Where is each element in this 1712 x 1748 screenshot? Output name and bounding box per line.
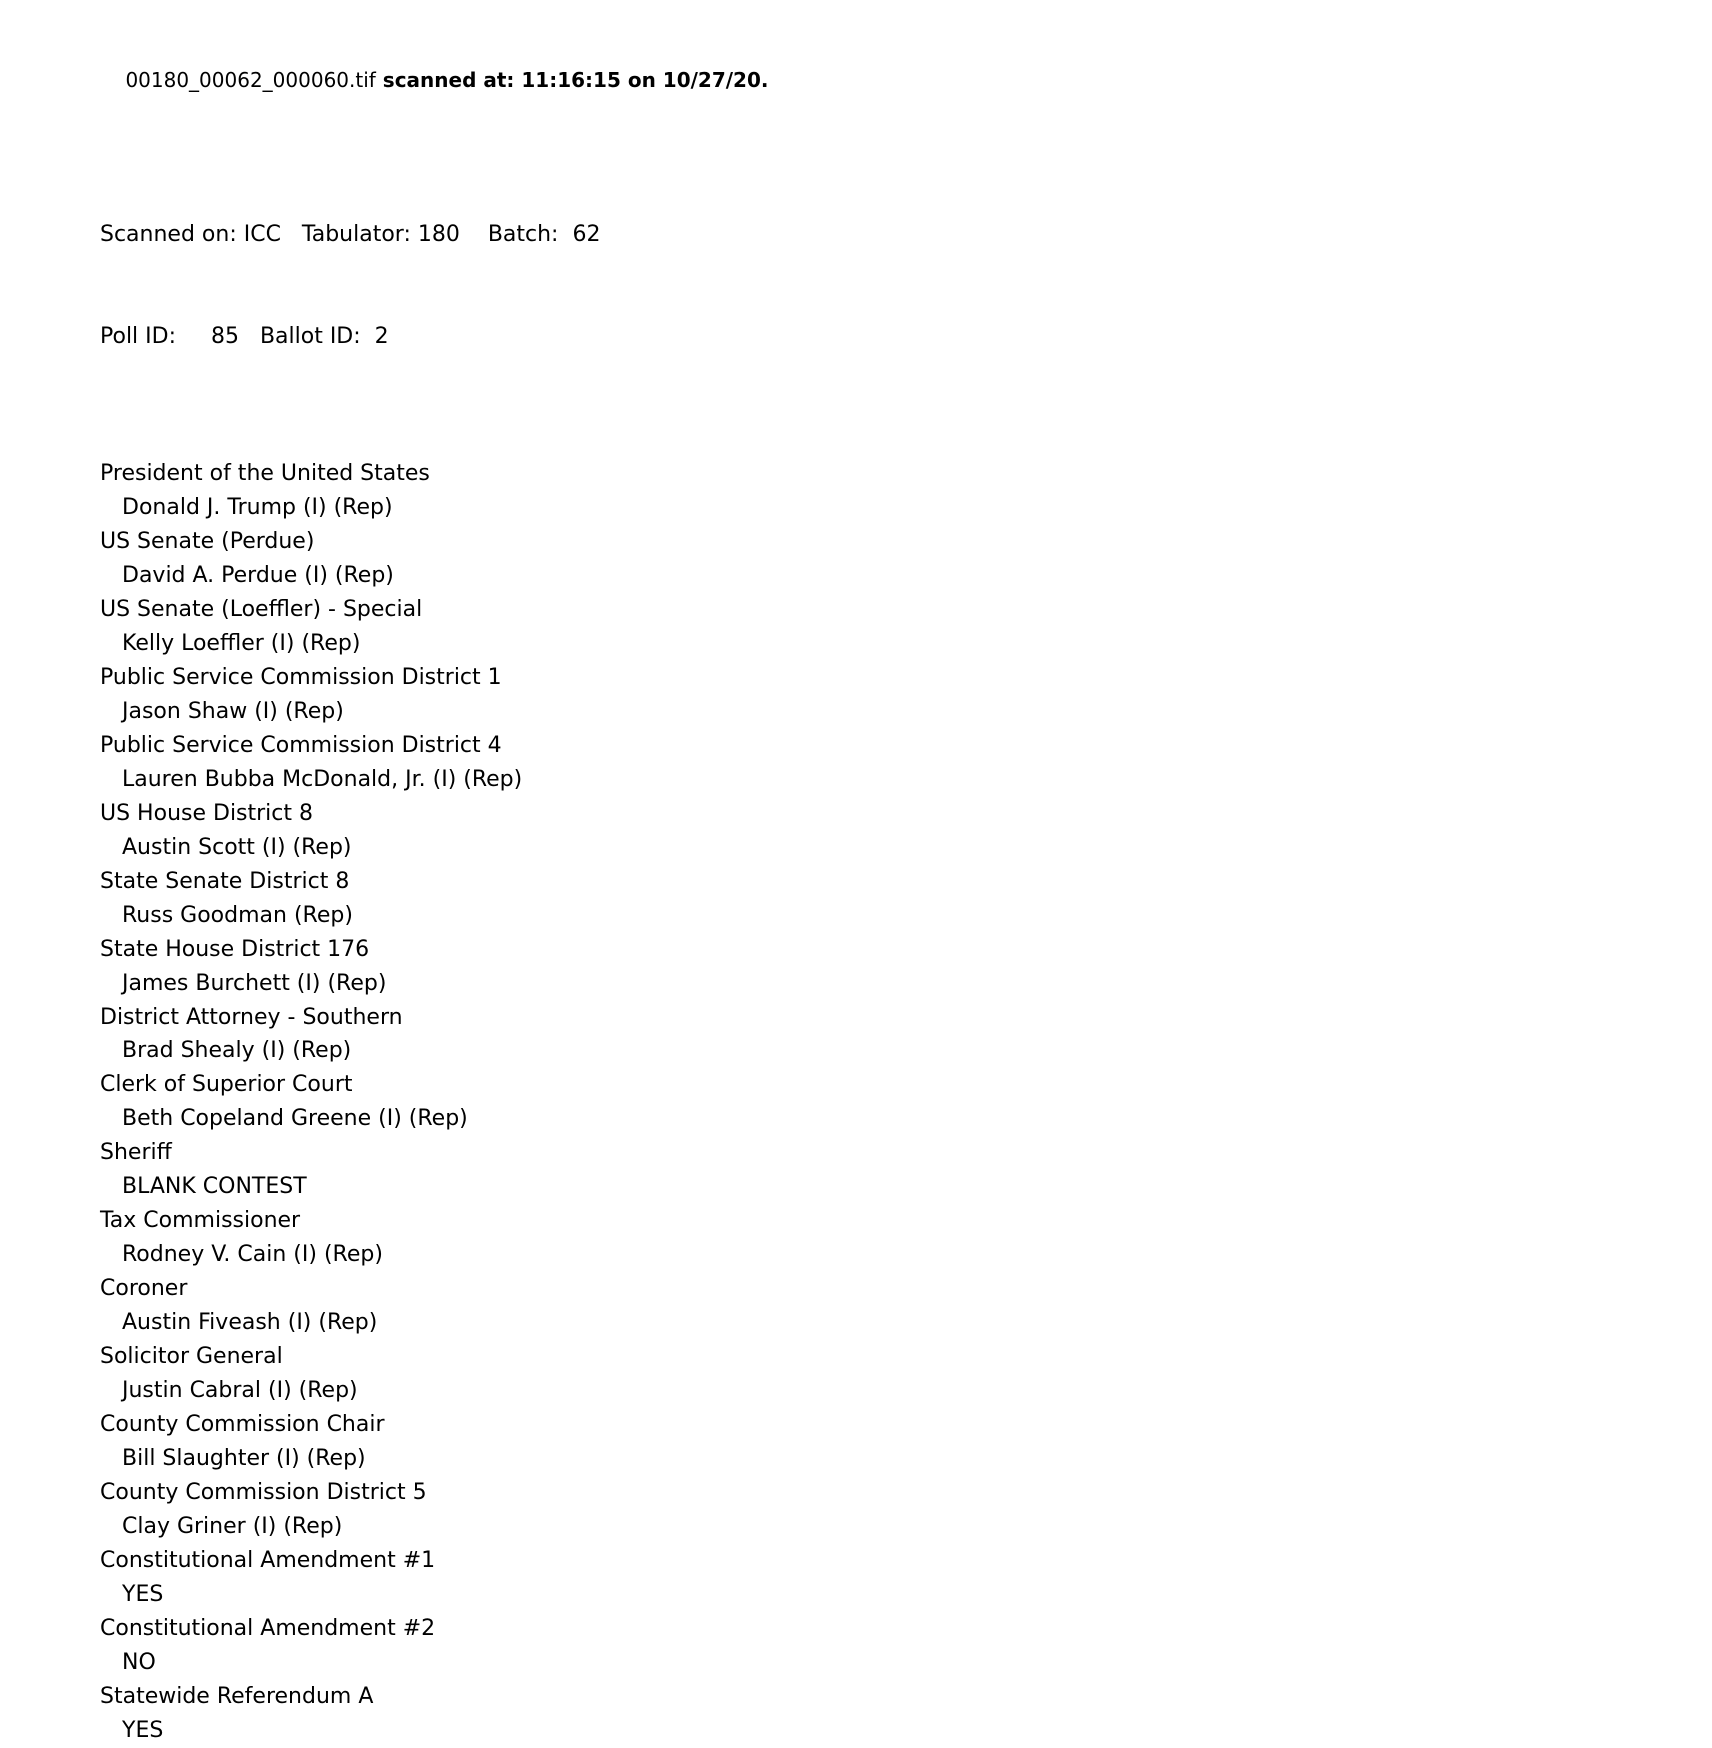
contest-choice: Russ Goodman (Rep) xyxy=(122,902,353,928)
contest-choice: James Burchett (I) (Rep) xyxy=(122,970,387,996)
contest-item xyxy=(100,1408,1712,1476)
contest-item xyxy=(100,1001,1712,1069)
scan-meta-line-1: Scanned on: ICC Tabulator: 180 Batch: 62 xyxy=(100,222,601,248)
contest-item xyxy=(100,1340,1712,1408)
contest-title: Public Service Commission District 1 xyxy=(100,664,502,690)
contest-item xyxy=(100,661,1712,729)
contest-item xyxy=(100,457,1712,525)
contest-choice: NO xyxy=(122,1650,156,1676)
contest-choice: BLANK CONTEST xyxy=(122,1174,307,1200)
contest-item xyxy=(100,1612,1712,1680)
contest-title: Clerk of Superior Court xyxy=(100,1072,353,1098)
contest-choice: Justin Cabral (I) (Rep) xyxy=(122,1378,358,1404)
contest-item xyxy=(100,933,1712,1001)
contest-item xyxy=(100,1272,1712,1340)
contest-title: Sheriff xyxy=(100,1140,172,1166)
contest-list xyxy=(100,457,1712,1748)
contest-choice: David A. Perdue (I) (Rep) xyxy=(122,562,394,588)
scan-metadata xyxy=(100,150,1712,423)
contest-title: US Senate (Loeffler) - Special xyxy=(100,596,423,622)
contest-choice: Lauren Bubba McDonald, Jr. (I) (Rep) xyxy=(122,766,523,792)
contest-title: President of the United States xyxy=(100,460,430,486)
contest-item xyxy=(100,1204,1712,1272)
contest-item xyxy=(100,1680,1712,1748)
scan-at-label: scanned at: xyxy=(375,68,522,92)
contest-choice: Bill Slaughter (I) (Rep) xyxy=(122,1446,366,1472)
contest-title: State House District 176 xyxy=(100,936,370,962)
contest-choice: Jason Shaw (I) (Rep) xyxy=(122,698,344,724)
contest-title: Public Service Commission District 4 xyxy=(100,732,502,758)
contest-choice: Donald J. Trump (I) (Rep) xyxy=(122,494,393,520)
scan-meta-line-2: Poll ID: 85 Ballot ID: 2 xyxy=(100,324,389,350)
contest-choice: YES xyxy=(122,1582,164,1608)
contest-title: State Senate District 8 xyxy=(100,868,350,894)
contest-choice: Beth Copeland Greene (I) (Rep) xyxy=(122,1106,468,1132)
contest-item xyxy=(100,525,1712,593)
scan-header-line xyxy=(100,44,1712,116)
scan-timestamp: 11:16:15 on 10/27/20. xyxy=(521,68,769,92)
contest-title: US Senate (Perdue) xyxy=(100,528,315,554)
contest-item xyxy=(100,797,1712,865)
contest-title: County Commission Chair xyxy=(100,1412,385,1438)
contest-title: Tax Commissioner xyxy=(100,1208,301,1234)
contest-item xyxy=(100,593,1712,661)
contest-item xyxy=(100,729,1712,797)
contest-title: County Commission District 5 xyxy=(100,1480,427,1506)
contest-choice: Rodney V. Cain (I) (Rep) xyxy=(122,1242,383,1268)
contest-choice: YES xyxy=(122,1718,164,1744)
contest-title: Constitutional Amendment #2 xyxy=(100,1616,436,1642)
contest-choice: Kelly Loeffler (I) (Rep) xyxy=(122,630,361,656)
contest-title: Statewide Referendum A xyxy=(100,1684,374,1710)
contest-item xyxy=(100,1476,1712,1544)
contest-item xyxy=(100,1544,1712,1612)
contest-choice: Austin Fiveash (I) (Rep) xyxy=(122,1310,378,1336)
contest-choice: Austin Scott (I) (Rep) xyxy=(122,834,352,860)
contest-title: Constitutional Amendment #1 xyxy=(100,1548,436,1574)
contest-item xyxy=(100,1136,1712,1204)
contest-title: Solicitor General xyxy=(100,1344,283,1370)
contest-choice: Clay Griner (I) (Rep) xyxy=(122,1514,343,1540)
contest-item xyxy=(100,1068,1712,1136)
contest-title: US House District 8 xyxy=(100,800,314,826)
contest-title: Coroner xyxy=(100,1276,188,1302)
contest-title: District Attorney - Southern xyxy=(100,1004,403,1030)
scan-file-name: 00180_00062_000060.tif xyxy=(125,68,376,92)
contest-choice: Brad Shealy (I) (Rep) xyxy=(122,1038,352,1064)
contest-item xyxy=(100,865,1712,933)
